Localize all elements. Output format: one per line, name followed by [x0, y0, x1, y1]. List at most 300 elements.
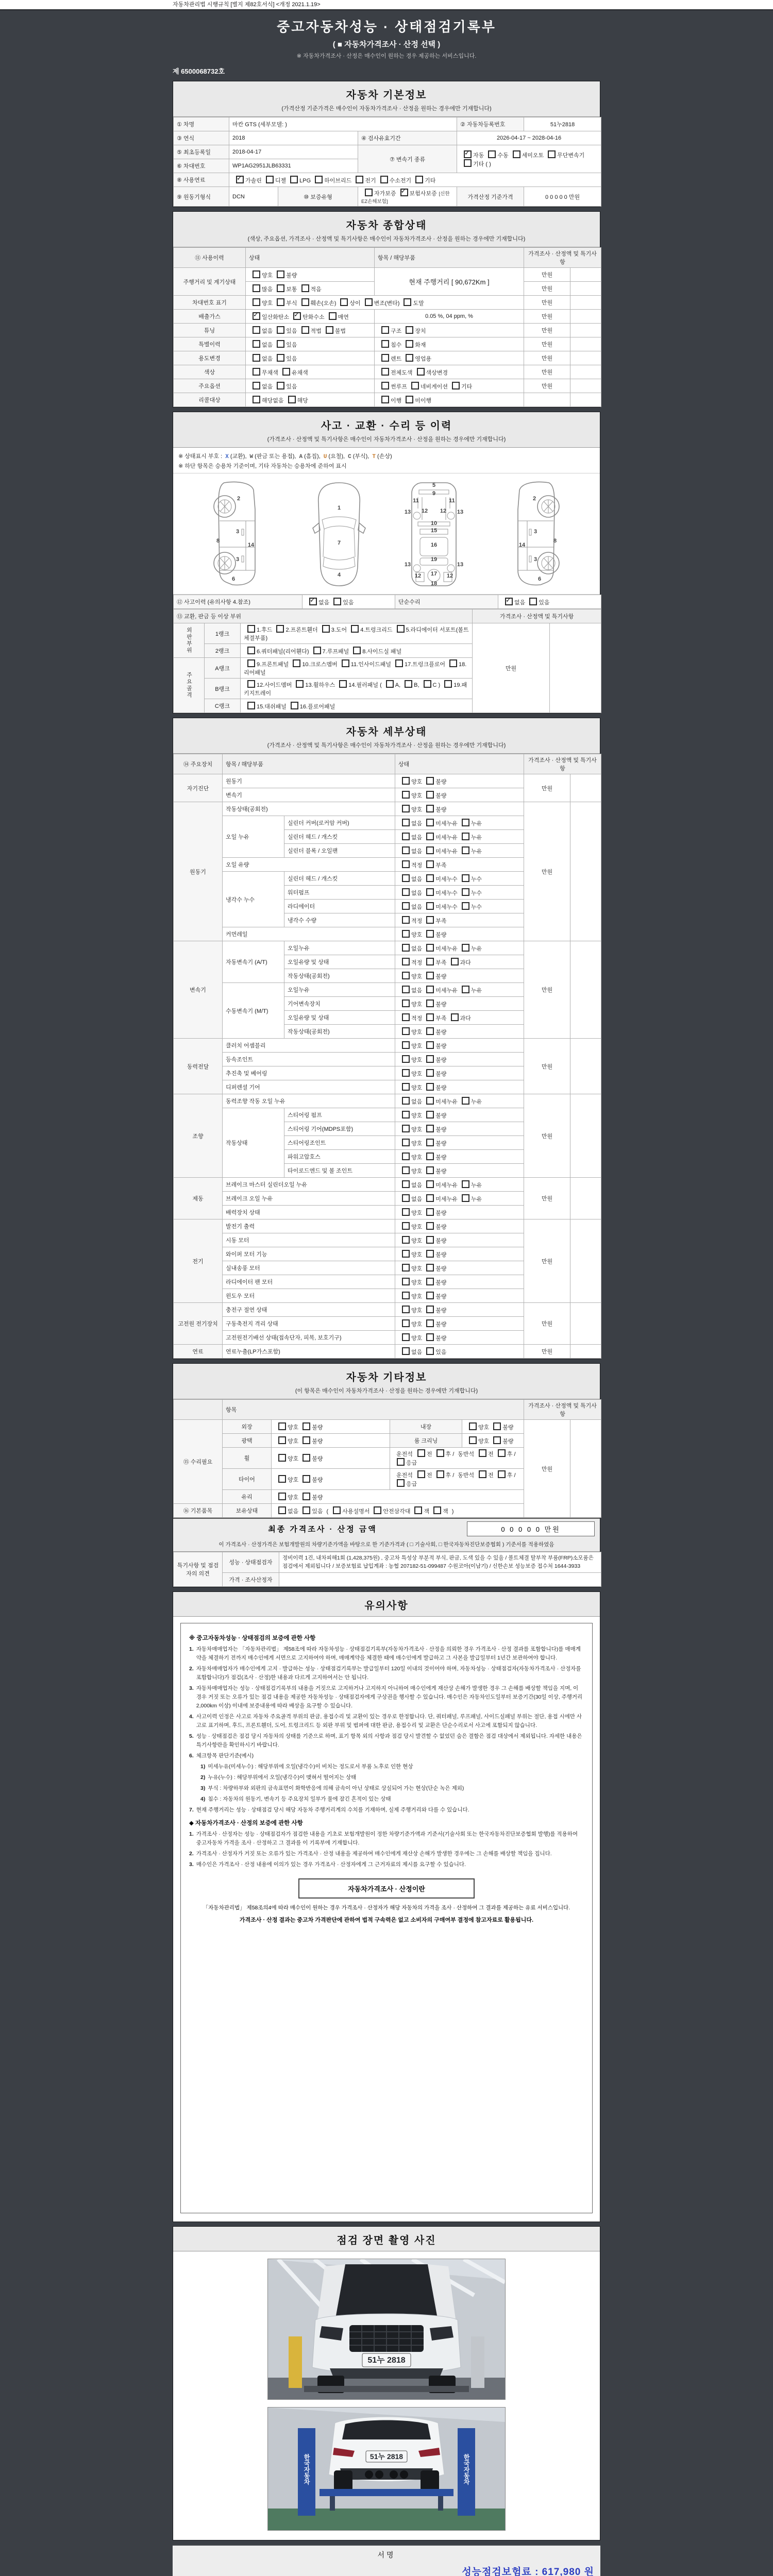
checkbox[interactable]: [329, 312, 337, 320]
checkbox[interactable]: [426, 846, 434, 854]
option-label: 없음: [411, 1349, 423, 1355]
checkbox-checked[interactable]: [293, 312, 301, 320]
cell: [375, 379, 524, 393]
checkbox[interactable]: [462, 944, 469, 952]
cell-text: WP1AG2951JLB63331: [232, 163, 291, 169]
option-label: 구조: [391, 328, 402, 334]
checkbox[interactable]: [402, 1153, 410, 1160]
cell: [272, 1469, 390, 1490]
option-label: 후 /: [445, 1451, 455, 1458]
cell: [246, 351, 375, 365]
cell: [246, 268, 375, 282]
checkbox[interactable]: [253, 340, 260, 348]
cell: [205, 699, 241, 713]
checkbox[interactable]: [303, 1454, 310, 1462]
checkbox[interactable]: [464, 159, 472, 167]
table-row: [174, 173, 601, 187]
cell: [241, 623, 473, 644]
cell: [524, 365, 570, 379]
checkbox[interactable]: [356, 176, 363, 183]
notice-item-text: 성능 · 상태점검은 점검 당시 자동차의 상태를 기준으로 하며, 표기 항목 외의 사항과 점검 당시 발견할 수 없었던 숨은 결함은 점검 대상에서 제외됩니다. 자세한 내용은 특기사항란을 확인하시기 바랍니다.: [196, 1733, 582, 1748]
checkbox[interactable]: [452, 382, 460, 389]
checkbox[interactable]: [386, 680, 394, 688]
checkbox[interactable]: [426, 944, 434, 952]
checkbox[interactable]: [333, 598, 341, 605]
checkbox[interactable]: [426, 902, 434, 910]
checkbox-checked[interactable]: [505, 598, 513, 605]
cell: [223, 1345, 395, 1359]
checkbox[interactable]: [462, 888, 469, 896]
checkbox[interactable]: [253, 284, 260, 292]
checkbox[interactable]: [444, 680, 452, 688]
checkbox[interactable]: [277, 270, 284, 278]
checkbox[interactable]: [282, 368, 290, 376]
cell: [395, 1192, 524, 1206]
checkbox[interactable]: [498, 1470, 506, 1478]
checkbox[interactable]: [253, 326, 260, 334]
checkbox[interactable]: [402, 846, 410, 854]
checkbox[interactable]: [303, 1436, 310, 1444]
section-accident-header: [173, 412, 600, 448]
checkbox[interactable]: [301, 298, 309, 306]
checkbox[interactable]: [365, 298, 373, 306]
checkbox[interactable]: [381, 354, 389, 362]
checkbox[interactable]: [426, 1166, 434, 1174]
option-label: 2.프론트휀더: [285, 627, 318, 633]
checkbox[interactable]: [402, 1347, 410, 1355]
checkbox[interactable]: [339, 680, 347, 688]
cell-text: ⑩ 보증유형: [304, 194, 332, 200]
cell: [570, 1219, 601, 1303]
option-label: 불량: [435, 1001, 447, 1008]
cell: [223, 1303, 395, 1317]
checkbox[interactable]: [402, 1125, 410, 1132]
checkbox[interactable]: [462, 819, 469, 826]
cell-text: 리콜대상: [198, 397, 221, 403]
checkbox[interactable]: [247, 702, 255, 709]
checkbox[interactable]: [402, 1055, 410, 1063]
checkbox[interactable]: [277, 382, 284, 389]
checkbox[interactable]: [277, 298, 284, 306]
checkbox[interactable]: [449, 659, 457, 667]
checkbox[interactable]: [426, 1125, 434, 1132]
checkbox[interactable]: [402, 1111, 410, 1118]
checkbox[interactable]: [342, 659, 349, 667]
checkbox[interactable]: [322, 625, 330, 633]
cell: [550, 623, 601, 713]
checkbox[interactable]: [288, 396, 296, 403]
checkbox[interactable]: [276, 625, 284, 633]
checkbox[interactable]: [402, 1013, 410, 1021]
notice-items-2: [189, 1830, 584, 1869]
checkbox[interactable]: [402, 860, 410, 868]
cell: [375, 365, 524, 379]
document-header: [173, 10, 600, 64]
checkbox[interactable]: [290, 176, 298, 183]
checkbox[interactable]: [411, 382, 419, 389]
checkbox[interactable]: [402, 986, 410, 993]
checkbox[interactable]: [426, 777, 434, 785]
checkbox[interactable]: [315, 176, 323, 183]
checkbox[interactable]: [433, 1506, 441, 1514]
checkbox[interactable]: [451, 958, 459, 965]
checkbox[interactable]: [426, 972, 434, 979]
cell: [375, 268, 524, 296]
cell-text: 항목 / 해당부품: [378, 255, 415, 261]
option-label: 수동: [497, 152, 509, 159]
checkbox[interactable]: [395, 659, 403, 667]
checkbox-checked[interactable]: [464, 150, 472, 158]
checkbox[interactable]: [462, 833, 469, 840]
section-etc-header: [173, 1364, 600, 1399]
option-label: 불법: [334, 328, 346, 334]
option-label: 자가보증: [374, 191, 396, 197]
checkbox[interactable]: [278, 1422, 286, 1430]
legend-symbol: T: [372, 454, 376, 460]
option-label: 없음: [318, 599, 330, 606]
checkbox[interactable]: [493, 1422, 501, 1430]
checkbox[interactable]: [436, 1449, 444, 1457]
cell: [272, 1490, 524, 1504]
cell: [223, 1448, 272, 1469]
checkbox[interactable]: [277, 284, 284, 292]
checkbox[interactable]: [397, 1458, 405, 1466]
checkbox[interactable]: [426, 1278, 434, 1285]
checkbox[interactable]: [277, 340, 284, 348]
checkbox[interactable]: [402, 916, 410, 924]
option-label: 있음: [286, 355, 297, 362]
checkbox[interactable]: [402, 1319, 410, 1327]
checkbox[interactable]: [402, 874, 410, 882]
section-basic-title: 자동차 기본정보: [346, 90, 427, 101]
checkbox[interactable]: [303, 1493, 310, 1500]
cell: [174, 1219, 223, 1303]
cell: [457, 117, 524, 131]
checkbox[interactable]: [462, 1194, 469, 1202]
checkbox[interactable]: [278, 1454, 286, 1462]
cell: [473, 609, 601, 623]
checkbox[interactable]: [380, 176, 388, 183]
checkbox[interactable]: [402, 1278, 410, 1285]
checkbox[interactable]: [402, 888, 410, 896]
option-label: 적법: [310, 328, 322, 334]
cell: [570, 1178, 601, 1219]
checkbox[interactable]: [303, 1475, 310, 1483]
lift-post-text-right: 한국자동차: [463, 2453, 470, 2485]
cell: [395, 1289, 524, 1303]
price-estimation-box: 자동차가격조사 · 산정이란: [298, 1878, 475, 1899]
checkbox-checked[interactable]: [309, 598, 317, 605]
cell-text: 조향: [192, 1133, 204, 1140]
checkbox[interactable]: [296, 680, 304, 688]
checkbox[interactable]: [426, 1250, 434, 1258]
checkbox[interactable]: [253, 396, 260, 403]
checkbox[interactable]: [253, 298, 260, 306]
checkbox[interactable]: [397, 1479, 405, 1487]
checkbox[interactable]: [405, 680, 412, 688]
checkbox[interactable]: [277, 326, 284, 334]
checkbox[interactable]: [426, 1013, 434, 1021]
checkbox[interactable]: [402, 1222, 410, 1230]
checkbox[interactable]: [247, 680, 255, 688]
checkbox[interactable]: [426, 1292, 434, 1299]
checkbox[interactable]: [291, 702, 298, 709]
option-label: 보험사보증: [409, 191, 437, 197]
checkbox[interactable]: [303, 1422, 310, 1430]
checkbox[interactable]: [426, 874, 434, 882]
notice-item-text: 체크항목 판단기준(예시): [196, 1752, 254, 1759]
checkbox[interactable]: [406, 326, 413, 334]
option-label: 양호: [411, 1140, 423, 1147]
diagram-panel-number: 13: [404, 509, 411, 515]
checkbox[interactable]: [436, 1470, 444, 1478]
checkbox[interactable]: [351, 625, 359, 633]
checkbox[interactable]: [493, 1436, 501, 1444]
checkbox[interactable]: [404, 298, 411, 306]
checkbox[interactable]: [488, 150, 496, 158]
cell: [395, 595, 498, 609]
checkbox[interactable]: [402, 1097, 410, 1105]
checkbox[interactable]: [301, 326, 309, 334]
checkbox[interactable]: [426, 1347, 434, 1355]
option-label: 없음: [411, 1182, 423, 1189]
checkbox[interactable]: [426, 916, 434, 924]
checkbox[interactable]: [426, 1097, 434, 1105]
checkbox[interactable]: [426, 1236, 434, 1244]
checkbox[interactable]: [426, 930, 434, 938]
checkbox[interactable]: [426, 1055, 434, 1063]
option-label: 유채색: [291, 369, 308, 376]
checkbox[interactable]: [402, 1041, 410, 1049]
checkbox[interactable]: [406, 354, 413, 362]
checkbox[interactable]: [426, 1208, 434, 1216]
checkbox[interactable]: [402, 1166, 410, 1174]
checkbox[interactable]: [426, 819, 434, 826]
checkbox[interactable]: [479, 1470, 486, 1478]
checkbox[interactable]: [426, 791, 434, 799]
checkbox[interactable]: [462, 1097, 469, 1105]
checkbox[interactable]: [402, 958, 410, 965]
checkbox[interactable]: [381, 340, 389, 348]
checkbox[interactable]: [426, 1111, 434, 1118]
checkbox[interactable]: [415, 176, 423, 183]
checkbox[interactable]: [402, 1264, 410, 1272]
checkbox[interactable]: [326, 326, 333, 334]
checkbox[interactable]: [426, 1222, 434, 1230]
cell-text: 정비이력 1건, 내차피해1회 (1,428,375원) , 중고차 특성상 부분적 부식, 판금, 도색 있을 수 있음 / 볼트체결 탈부착 부품(FRP)소모품은 점검에서 제외됩니다 / 보증보험료 납입계좌 : 농협 207182-51-099487 수원코아(이남기) / 신한손보 성능보증 접수처 1644-3933: [282, 1555, 594, 1570]
cell: [223, 1094, 395, 1108]
cell: [284, 1025, 395, 1039]
cell-text: 룸 크리닝: [414, 1438, 438, 1444]
checkbox[interactable]: [462, 1180, 469, 1188]
option-label: 7.루프패널: [322, 648, 349, 655]
cell: [284, 1108, 395, 1122]
checkbox[interactable]: [313, 647, 321, 654]
cell-text: 타이어: [239, 1477, 255, 1483]
checkbox[interactable]: [402, 1292, 410, 1299]
option-label: 양호: [411, 1112, 423, 1119]
checkbox-checked[interactable]: [400, 189, 408, 196]
checkbox[interactable]: [462, 874, 469, 882]
checkbox[interactable]: [426, 860, 434, 868]
checkbox[interactable]: [402, 1306, 410, 1313]
checkbox[interactable]: [402, 1027, 410, 1035]
checkbox[interactable]: [303, 1506, 310, 1514]
checkbox[interactable]: [381, 382, 389, 389]
checkbox[interactable]: [402, 1083, 410, 1091]
checkbox[interactable]: [417, 1470, 425, 1478]
checkbox[interactable]: [278, 1436, 286, 1444]
checkbox[interactable]: [253, 382, 260, 389]
checkbox[interactable]: [402, 902, 410, 910]
legend-note: ※ 하단 항목은 승용차 기준이며, 기타 자동차는 승용차에 준하여 표시: [178, 463, 347, 469]
cell-text: ⑥ 차대번호: [177, 163, 206, 170]
checkbox[interactable]: [426, 1264, 434, 1272]
cell: [390, 1420, 462, 1434]
checkbox[interactable]: [426, 958, 434, 965]
checkbox[interactable]: [469, 1422, 477, 1430]
checkbox[interactable]: [266, 176, 274, 183]
checkbox[interactable]: [402, 972, 410, 979]
checkbox[interactable]: [469, 1436, 477, 1444]
checkbox[interactable]: [402, 1250, 410, 1258]
checkbox[interactable]: [417, 1449, 425, 1457]
checkbox[interactable]: [426, 1069, 434, 1077]
checkbox[interactable]: [426, 1180, 434, 1188]
checkbox[interactable]: [381, 326, 389, 334]
checkbox[interactable]: [426, 888, 434, 896]
cell: [279, 1552, 601, 1573]
checkbox[interactable]: [426, 1153, 434, 1160]
checkbox[interactable]: [462, 986, 469, 993]
checkbox[interactable]: [548, 150, 556, 158]
option-label: 없음: [411, 834, 423, 841]
checkbox[interactable]: [402, 944, 410, 952]
checkbox[interactable]: [426, 1027, 434, 1035]
option-label: 없음: [411, 987, 423, 994]
cell-text: ⑭ 주요장치: [183, 761, 213, 768]
checkbox[interactable]: [278, 1506, 286, 1514]
checkbox[interactable]: [253, 368, 260, 376]
checkbox-checked[interactable]: [253, 312, 260, 320]
checkbox[interactable]: [426, 1306, 434, 1313]
checkbox[interactable]: [462, 846, 469, 854]
checkbox[interactable]: [402, 999, 410, 1007]
checkbox[interactable]: [406, 340, 413, 348]
table-row: [174, 187, 601, 207]
cell-text: 성능 · 상태점검자: [229, 1560, 273, 1566]
checkbox[interactable]: [402, 1139, 410, 1146]
checkbox[interactable]: [402, 1069, 410, 1077]
document-number: 제 6500068732호: [173, 67, 225, 75]
checkbox[interactable]: [402, 1236, 410, 1244]
checkbox[interactable]: [402, 805, 410, 812]
cell: [272, 1420, 390, 1434]
checkbox[interactable]: [365, 189, 373, 196]
checkbox[interactable]: [402, 819, 410, 826]
checkbox[interactable]: [402, 1333, 410, 1341]
option-label: 양호: [411, 1335, 423, 1342]
cell: [395, 788, 524, 802]
checkbox[interactable]: [426, 1194, 434, 1202]
document-subtitle: ( ■ 자동차가격조사 · 산정 선택 ): [332, 40, 441, 49]
checkbox[interactable]: [340, 298, 348, 306]
checkbox[interactable]: [253, 354, 260, 362]
checkbox[interactable]: [426, 1333, 434, 1341]
checkbox[interactable]: [513, 150, 520, 158]
checkbox[interactable]: [253, 270, 260, 278]
checkbox[interactable]: [402, 777, 410, 785]
checkbox[interactable]: [426, 833, 434, 840]
checkbox[interactable]: [374, 1506, 381, 1514]
checkbox[interactable]: [424, 680, 431, 688]
checkbox[interactable]: [402, 1180, 410, 1188]
option-label: 불량: [435, 1335, 447, 1342]
checkbox[interactable]: [381, 396, 389, 403]
checkbox[interactable]: [402, 791, 410, 799]
checkbox[interactable]: [479, 1449, 486, 1457]
cell: [395, 927, 524, 941]
checkbox[interactable]: [278, 1475, 286, 1483]
checkbox[interactable]: [333, 1506, 341, 1514]
checkbox[interactable]: [247, 659, 255, 667]
option-label: 누유: [470, 1098, 482, 1105]
checkbox[interactable]: [397, 625, 405, 633]
cell: [174, 159, 229, 173]
checkbox[interactable]: [426, 805, 434, 812]
checkbox[interactable]: [426, 1083, 434, 1091]
checkbox[interactable]: [406, 396, 413, 403]
checkbox[interactable]: [247, 647, 255, 654]
checkbox[interactable]: [381, 368, 389, 376]
checkbox[interactable]: [402, 1194, 410, 1202]
checkbox[interactable]: [417, 368, 425, 376]
checkbox[interactable]: [247, 625, 255, 633]
cell-text: ① 차명: [177, 122, 195, 128]
checkbox[interactable]: [402, 833, 410, 840]
checkbox[interactable]: [426, 1041, 434, 1049]
option-label: 불량: [435, 1140, 447, 1147]
checkbox[interactable]: [402, 930, 410, 938]
checkbox[interactable]: [402, 1208, 410, 1216]
checkbox[interactable]: [498, 1449, 506, 1457]
checkbox-checked[interactable]: [236, 176, 244, 183]
cell: [174, 310, 246, 324]
checkbox[interactable]: [277, 354, 284, 362]
checkbox[interactable]: [293, 659, 300, 667]
checkbox[interactable]: [426, 1139, 434, 1146]
checkbox[interactable]: [529, 598, 537, 605]
checkbox[interactable]: [278, 1493, 286, 1500]
checkbox[interactable]: [301, 284, 309, 292]
cell: [246, 393, 375, 407]
checkbox[interactable]: [462, 902, 469, 910]
checkbox[interactable]: [426, 999, 434, 1007]
checkbox[interactable]: [426, 986, 434, 993]
checkbox[interactable]: [353, 647, 361, 654]
checkbox[interactable]: [451, 1013, 459, 1021]
cell: [223, 1206, 395, 1219]
checkbox[interactable]: [426, 1319, 434, 1327]
cell: [174, 1094, 223, 1178]
cell-text: 만원: [541, 314, 553, 320]
diagram-panel-number: 3: [533, 556, 537, 563]
checkbox[interactable]: [414, 1506, 422, 1514]
notice-item: [189, 1713, 584, 1730]
cell: [284, 983, 395, 997]
option-label: 양호: [411, 1224, 423, 1230]
cell-text: 원동기: [190, 869, 206, 875]
